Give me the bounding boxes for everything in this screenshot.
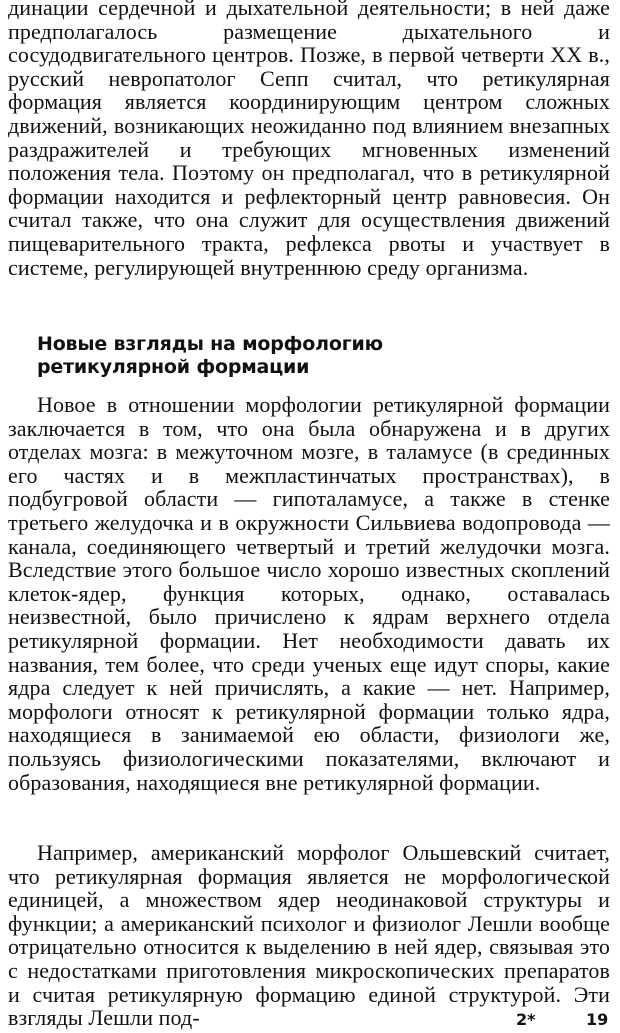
body-paragraph-1: динации сердечной и дыхательной деятельности; в ней даже предполагалось размещение дыхательного и сосудодвигательного центров. Позже, в первой четверти XX в., русский невропатолог Сепп считал, что ретикулярная формация является координирующим центром сложных движений, возникающих неожиданно под влиянием внезапных раздражителей и требующих мгновенных изменений положения тела. Поэтому он предполагал, что в ретикулярной формации находится и рефлекторный центр равновесия. Он считал также, что она служит для осуществления движений пищеварительного тракта, рефлекса рвоты и участвует в системе, регулирующей внутреннюю среду организма. xyxy=(8,0,610,280)
body-paragraph-2: Новое в отношении морфологии ретикулярной формации заключается в том, что она была обнаружена и в других отделах мозга: в межуточном мозге, в таламусе (в срединных его частях и в межпластинчатых пространствах), в подбугровой области — гипоталамусе, а также в стенке третьего желудочка и в окружности Сильвиева водопровода — канала, соединяющего четвертый и третий желудочки мозга. Вследствие этого большое число хорошо известных скоплений клеток-ядер, функция которых, однако, оставалась неизвестной, было причислено к ядрам верхнего отдела ретикулярной формации. Нет необходимости давать их названия, тем более, что среди ученых еще идут споры, какие ядра следует к ней причислять, а какие — нет. Например, морфологи относят к ретикулярной формации только ядра, находящиеся в занимаемой ею области, физиологи же, пользуясь физиологическими показателями, включают и образования, находящиеся вне ретикулярной формации. xyxy=(8,392,610,795)
section-heading-line-1: Новые взгляды на морфологию xyxy=(37,333,383,355)
body-paragraph-3: Например, американский морфолог Ольшевский считает, что ретикулярная формация является не морфологической единицей, а множеством ядер неодинаковой структуры и функции; а американский психолог и физиолог Лешли вообще отрицательно относится к выделению в ней ядер, связывая это с недостатками приготовления микроскопических препаратов и считая ретикулярную формацию единой структурой. Эти взгляды Лешли под- xyxy=(8,840,610,1031)
printer-signature: 2* xyxy=(516,1010,536,1029)
section-heading xyxy=(37,333,597,379)
section-heading-line-2: ретикулярной формации xyxy=(37,356,310,378)
page-number: 19 xyxy=(586,1010,609,1029)
